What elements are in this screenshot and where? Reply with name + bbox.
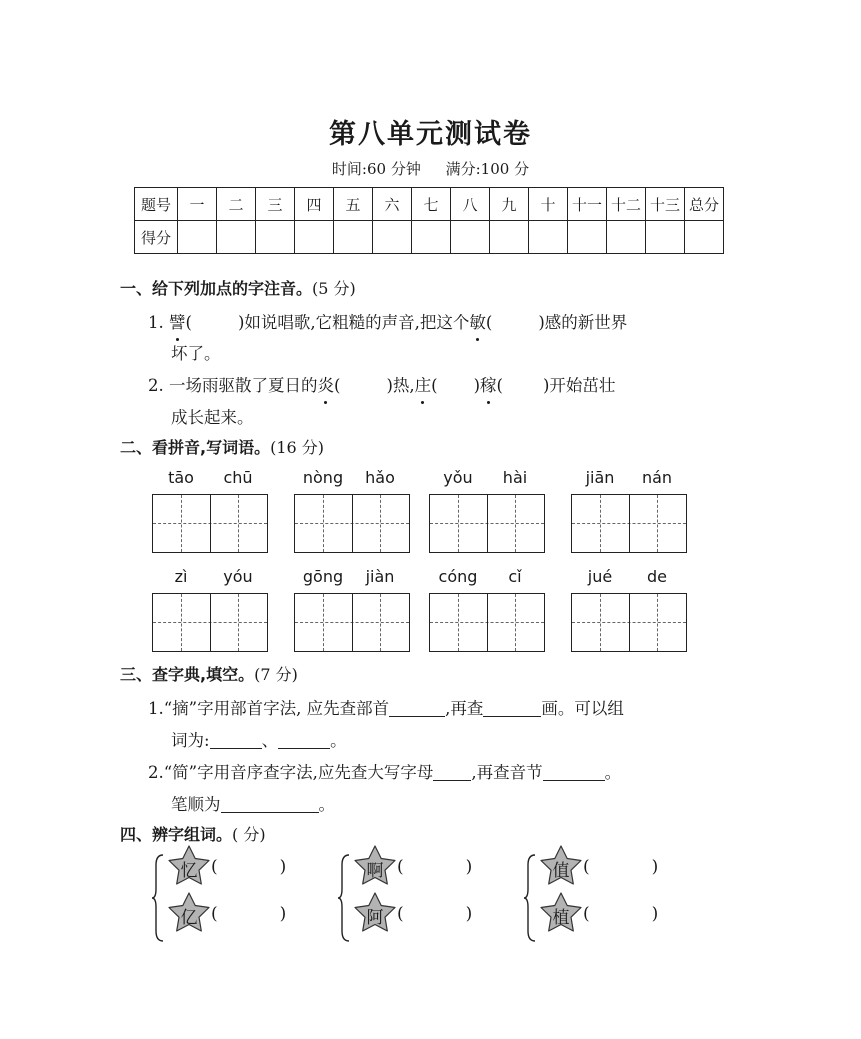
score-header-cell: 六 (373, 188, 412, 221)
word-answer-field[interactable] (397, 857, 472, 877)
star-badge (539, 845, 583, 887)
writing-grid[interactable] (571, 494, 687, 553)
star-badge (539, 892, 583, 934)
score-header-cell: 三 (256, 188, 295, 221)
writing-grid[interactable] (429, 593, 545, 652)
writing-grid[interactable] (429, 494, 545, 553)
score-header-cell: 七 (412, 188, 451, 221)
close-paren: ) (651, 857, 659, 877)
star-badge (353, 845, 397, 887)
word-answer-field[interactable] (397, 904, 472, 924)
dotted-char: 敏 (469, 309, 486, 333)
section4-heading-text: 四、辨字组词。 (120, 825, 233, 844)
section1-heading-text: 一、给下列加点的字注音。 (120, 279, 313, 298)
score-cell[interactable] (334, 221, 373, 254)
q1-1-text: 如说唱歌,它粗糙的声音,把这个 (244, 313, 470, 332)
pinyin-label: hǎo (365, 468, 395, 487)
score-table-header-row (135, 188, 724, 221)
dotted-char: 庄 (415, 372, 432, 396)
score-cell[interactable] (451, 221, 490, 254)
score-header-cell: 十二 (607, 188, 646, 221)
answer-blank[interactable] (483, 700, 541, 717)
pinyin-group (429, 567, 547, 654)
score-header-cell: 四 (295, 188, 334, 221)
pinyin-group (152, 567, 270, 654)
star-badge (353, 892, 397, 934)
left-brace (523, 853, 539, 943)
q3-1-text-2: ,再查 (445, 699, 484, 718)
answer-blank[interactable] (210, 732, 262, 749)
score-cell[interactable] (373, 221, 412, 254)
star-badge (167, 845, 211, 887)
pinyin-label: de (647, 567, 667, 586)
score-header-cell: 总分 (685, 188, 724, 221)
writing-grid[interactable] (571, 593, 687, 652)
q1-2-text: 一场雨驱散了夏日的 (169, 376, 318, 395)
section1-points: (5 分) (312, 279, 356, 298)
word-answer-field[interactable] (211, 857, 286, 877)
q3-2-text: 2.“简”字用音序查字法,应先查大写字母 (148, 763, 434, 782)
open-paren: ( (397, 904, 404, 924)
q3-2-text-3: 笔顺为 (171, 795, 221, 814)
word-answer-field[interactable] (583, 904, 658, 924)
q3-2-end: 。 (604, 763, 622, 782)
score-header-cell: 一 (178, 188, 217, 221)
section1-heading (120, 276, 356, 299)
score-cell[interactable] (568, 221, 607, 254)
q3-2-continued (171, 791, 335, 815)
open-paren: ( (211, 904, 218, 924)
word-answer-field[interactable] (583, 857, 658, 877)
writing-grid[interactable] (294, 494, 410, 553)
star-badge (167, 892, 211, 934)
star-character: 阿 (366, 908, 384, 928)
q3-1-text: 1.“摘”字用部首字法, 应先查部首 (148, 699, 390, 718)
dotted-char: 譬 (169, 309, 186, 333)
score-cell[interactable] (178, 221, 217, 254)
pinyin-label: yóu (223, 567, 253, 586)
q1-2-continued: 成长起来。 (171, 408, 254, 427)
section3-points: (7 分) (254, 665, 298, 684)
close-paren: ) (279, 904, 287, 924)
pinyin-group (571, 567, 689, 654)
score-cell[interactable] (529, 221, 568, 254)
score-row-label: 得分 (135, 221, 178, 254)
pinyin-label: gōng (302, 567, 344, 586)
section2-points: (16 分) (270, 438, 325, 457)
section3-heading-text: 三、查字典,填空。 (120, 665, 255, 684)
star-character: 亿 (180, 908, 198, 928)
dotted-char: 稼 (480, 372, 497, 396)
pinyin-label: zì (174, 567, 188, 586)
close-paren: ) (279, 857, 287, 877)
score-cell[interactable] (685, 221, 724, 254)
pinyin-label: nán (641, 468, 673, 487)
left-brace (337, 853, 353, 943)
close-paren: ) (465, 904, 473, 924)
open-paren: ( (583, 857, 590, 877)
score-table (134, 187, 724, 254)
pinyin-label: jiàn (365, 567, 395, 586)
pinyin-group (152, 468, 270, 555)
q3-2-end-2: 。 (318, 795, 335, 814)
answer-blank[interactable] (278, 732, 330, 749)
score-header-cell: 十一 (568, 188, 607, 221)
section2-heading (120, 435, 324, 458)
score-cell[interactable] (490, 221, 529, 254)
q1-2: 2. 一场雨驱散了夏日的炎( )热,庄( )稼( )开始茁壮 (148, 372, 615, 396)
exam-meta (0, 158, 861, 179)
score-cell[interactable] (256, 221, 295, 254)
score-header-cell: 五 (334, 188, 373, 221)
q1-1: 1. 譬( )如说唱歌,它粗糙的声音,把这个敏( )感的新世界 (148, 309, 627, 333)
q3-1-end: 。 (330, 731, 347, 750)
score-header-cell: 八 (451, 188, 490, 221)
pinyin-group (429, 468, 547, 555)
section3-heading (120, 662, 298, 685)
writing-grid[interactable] (152, 494, 268, 553)
star-character: 植 (552, 908, 570, 928)
pinyin-label: hài (502, 468, 528, 487)
writing-grid[interactable] (152, 593, 268, 652)
q3-1-separator: 、 (261, 731, 279, 750)
star-character: 啊 (366, 861, 384, 881)
q3-2 (148, 759, 621, 783)
section4-heading (120, 822, 266, 845)
word-answer-field[interactable] (211, 904, 286, 924)
open-paren: ( (397, 857, 404, 877)
pinyin-label: yǒu (443, 468, 473, 487)
score-header-cell: 题号 (135, 188, 178, 221)
page-title: 第八单元测试卷 (329, 119, 532, 150)
pinyin-group (294, 567, 412, 654)
q3-1-text-3: 画。可以组 (541, 699, 624, 718)
pinyin-group (571, 468, 689, 555)
section4-points: ( 分) (232, 825, 266, 844)
left-brace (151, 853, 167, 943)
score-cell[interactable] (412, 221, 451, 254)
score-cell[interactable] (646, 221, 685, 254)
open-paren: ( (583, 904, 590, 924)
star-character: 值 (552, 861, 570, 881)
q3-1-continued (171, 727, 347, 751)
pinyin-label: chū (223, 468, 253, 487)
dotted-char: 炎 (318, 372, 335, 396)
pinyin-label: nòng (302, 468, 344, 487)
q3-1-text-4: 词为: (171, 731, 210, 750)
section2-heading-text: 二、看拼音,写词语。 (120, 438, 271, 457)
pinyin-group (294, 468, 412, 555)
time-limit: 时间:60 分钟 (331, 160, 421, 178)
q1-2-number: 2. (148, 376, 164, 395)
score-table-score-row (135, 221, 724, 254)
q1-1-text-2: 感的新世界 (544, 313, 628, 332)
score-header-cell: 九 (490, 188, 529, 221)
full-score: 满分:100 分 (445, 160, 530, 178)
open-paren: ( (211, 857, 218, 877)
q3-2-text-2: ,再查音节 (471, 763, 543, 782)
answer-blank[interactable] (389, 700, 445, 717)
score-cell[interactable] (607, 221, 646, 254)
pinyin-label: jiān (585, 468, 615, 487)
score-cell[interactable] (295, 221, 334, 254)
q1-2-text-3: 开始茁壮 (549, 376, 616, 395)
score-header-cell: 二 (217, 188, 256, 221)
pinyin-label: tāo (168, 468, 194, 487)
answer-blank[interactable] (221, 796, 319, 813)
close-paren: ) (465, 857, 473, 877)
pinyin-label: cóng (438, 567, 478, 586)
answer-blank[interactable] (433, 764, 471, 781)
score-cell[interactable] (217, 221, 256, 254)
q1-1-continued: 坏了。 (171, 344, 221, 363)
score-header-cell: 十 (529, 188, 568, 221)
answer-blank[interactable] (543, 764, 605, 781)
star-character: 忆 (180, 861, 198, 881)
q1-1-number: 1. (148, 313, 164, 332)
pinyin-label: cǐ (508, 567, 522, 586)
close-paren: ) (651, 904, 659, 924)
q1-2-text-2: 热, (392, 376, 415, 395)
writing-grid[interactable] (294, 593, 410, 652)
pinyin-label: jué (587, 567, 613, 586)
q3-1 (148, 695, 624, 719)
score-header-cell: 十三 (646, 188, 685, 221)
